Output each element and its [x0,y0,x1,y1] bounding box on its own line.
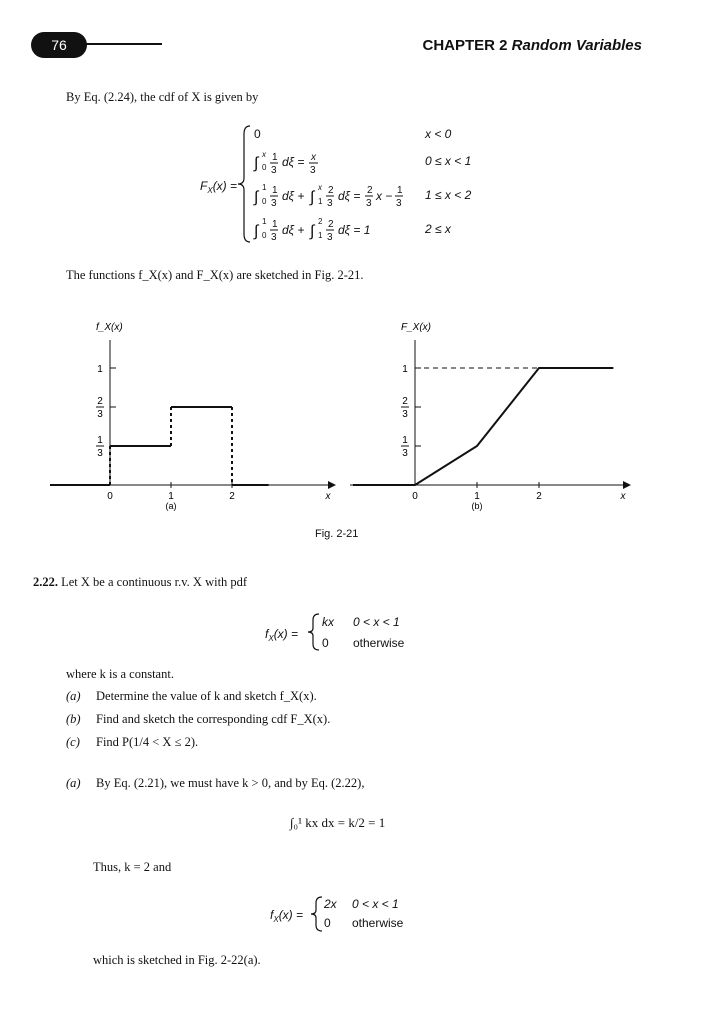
svg-text:0: 0 [262,231,267,240]
svg-text:2: 2 [318,217,323,226]
svg-text:x: x [262,150,266,159]
cdf-equation [190,120,490,248]
svg-text:∫: ∫ [310,189,315,206]
x-tick-label-a-2: 2 [229,491,235,502]
x-tick-label-a-1: 1 [168,491,174,502]
panel-b [350,322,631,511]
part-c-label: (c) [66,735,80,749]
y-tick-label-b-2 [402,364,408,375]
x-axis-label-b: x [620,491,626,502]
svg-text:x −: x − [376,189,393,203]
pdf-case-2-expr: 0 [322,636,329,650]
x-tick-label-a-0: 0 [107,491,113,502]
y-tick-label-a-2 [97,364,103,375]
sol-case-2-cond: otherwise [352,916,404,930]
chapter-title: Random Variables [511,37,642,54]
header-rule [82,43,162,45]
chapter-label: CHAPTER 2 [422,37,508,54]
y-axis-label-a: f_X(x) [96,322,123,333]
figure-caption: Fig. 2-21 [315,528,359,540]
svg-text:1 ≤ x < 2: 1 ≤ x < 2 [425,188,472,202]
svg-text:2: 2 [328,219,334,230]
svg-text:3: 3 [271,232,277,243]
svg-text:3: 3 [271,198,277,209]
part-a [66,689,317,704]
y-tick-label-a-1-den: 3 [97,408,103,420]
svg-text:1: 1 [272,152,278,163]
pdf-case-1-expr: kx [322,615,334,629]
svg-text:3: 3 [310,165,316,176]
svg-text:dξ +: dξ + [282,189,305,203]
svg-text:2: 2 [367,185,373,196]
svg-text:dξ =: dξ = [282,155,305,169]
svg-text:3: 3 [271,165,277,176]
x-tick-label-b-2: 2 [536,491,542,502]
problem-text: Let X be a continuous r.v. X with pdf [61,575,248,589]
y-tick-label-b-0 [401,435,409,459]
svg-text:1: 1 [272,185,278,196]
solution-pdf-equation [270,893,440,937]
normalization-integral: ∫₀¹ kx dx = k/2 = 1 [290,815,386,830]
solution-label: (a) [66,776,81,790]
x-axis-label-a: x [325,491,331,502]
svg-text:dξ =: dξ = [338,189,361,203]
svg-text:3: 3 [327,232,333,243]
svg-text:3: 3 [366,198,372,209]
svg-text:0: 0 [254,127,261,141]
thus-line: Thus, k = 2 and [93,860,172,874]
chapter-heading [422,37,642,54]
svg-text:dξ = 1: dξ = 1 [338,223,371,237]
y-tick-label-a-0-num: 1 [97,435,103,447]
svg-text:1: 1 [318,231,323,240]
y-tick-label-b-1 [401,396,409,420]
solution-text: By Eq. (2.21), we must have k > 0, and by Eq. (2.22), [96,776,365,790]
solution-line [66,776,364,791]
y-tick-label-b-1-den: 3 [402,408,408,420]
svg-text:x: x [311,152,316,163]
part-a-label: (a) [66,689,81,703]
sketch-text: The functions f_X(x) and F_X(x) are sketched in Fig. 2-21. [66,268,364,282]
part-c [66,735,198,750]
panel-label-b: (b) [471,501,483,511]
y-tick-label-a-1-num: 2 [97,395,103,407]
svg-text:3: 3 [327,198,333,209]
problem-statement [33,575,247,590]
svg-text:0 ≤ x < 1: 0 ≤ x < 1 [425,154,472,168]
constant-note: where k is a constant. [66,667,174,681]
svg-text:1: 1 [397,185,403,196]
panel-a [50,322,336,511]
svg-text:1: 1 [262,217,267,226]
svg-text:FX(x) =: $F_X(x)$ = [200,179,238,195]
pdf-case-2-cond: otherwise [353,636,405,650]
svg-text:x: x [318,183,322,192]
svg-text:∫: ∫ [254,189,259,206]
sol-case-1-expr: 2x [324,897,337,911]
svg-text:2: 2 [328,185,334,196]
part-c-text: Find P(1/4 < X ≤ 2). [96,735,199,749]
svg-text:∫: ∫ [310,223,315,240]
svg-text:2 ≤ x: 2 ≤ x [425,222,451,236]
pdf-equation [265,610,445,654]
problem-number: 2.22. [33,575,58,589]
closing-line: which is sketched in Fig. 2-22(a). [93,953,261,967]
part-b-text: Find and sketch the corresponding cdf F_X(x). [96,712,331,726]
y-tick-label-b-2-text: 1 [402,364,408,375]
y-axis-label-b: F_X(x) [401,322,431,333]
y-tick-label-a-2-text: 1 [97,364,103,375]
sol-case-2-expr: 0 [324,916,331,930]
svg-text:1: 1 [262,183,267,192]
intro-text: By Eq. (2.24), the cdf of X is given by [66,90,259,104]
y-tick-label-a-1 [96,396,104,420]
x-axis-arrow-b [623,481,631,489]
svg-text:∫: ∫ [254,223,259,240]
svg-text:3: 3 [396,198,402,209]
y-tick-label-b-0-num: 1 [402,435,408,447]
x-tick-label-b-0: 0 [412,491,418,502]
sol-case-1-cond: 0 < x < 1 [352,897,399,911]
svg-text:1: 1 [318,197,323,206]
svg-text:1: 1 [272,219,278,230]
svg-text:0: 0 [262,163,267,172]
pdf-case-1-cond: 0 < x < 1 [353,615,400,629]
x-tick-label-b-1: 1 [474,491,480,502]
part-b [66,712,330,727]
svg-text:fX(x) =: $f_X(x)$ = [270,908,304,924]
figure-2-21 [40,315,680,545]
svg-text:dξ +: dξ + [282,223,305,237]
svg-text:∫: ∫ [254,155,259,172]
y-tick-label-a-0 [96,435,104,459]
svg-text:0: 0 [262,197,267,206]
part-a-text: Determine the value of k and sketch f_X(x). [96,689,317,703]
y-tick-label-b-1-num: 2 [402,395,408,407]
page-number: 76 [31,32,87,58]
panel-label-a: (a) [165,501,177,511]
series-line-b [353,368,613,485]
y-tick-label-a-0-den: 3 [97,448,103,460]
svg-text:x < 0: x < 0 [425,127,452,141]
svg-text:fX(x) =: $f_X(x)$ = [265,627,299,643]
y-tick-label-b-0-den: 3 [402,448,408,460]
x-axis-arrow-a [328,481,336,489]
part-b-label: (b) [66,712,81,726]
